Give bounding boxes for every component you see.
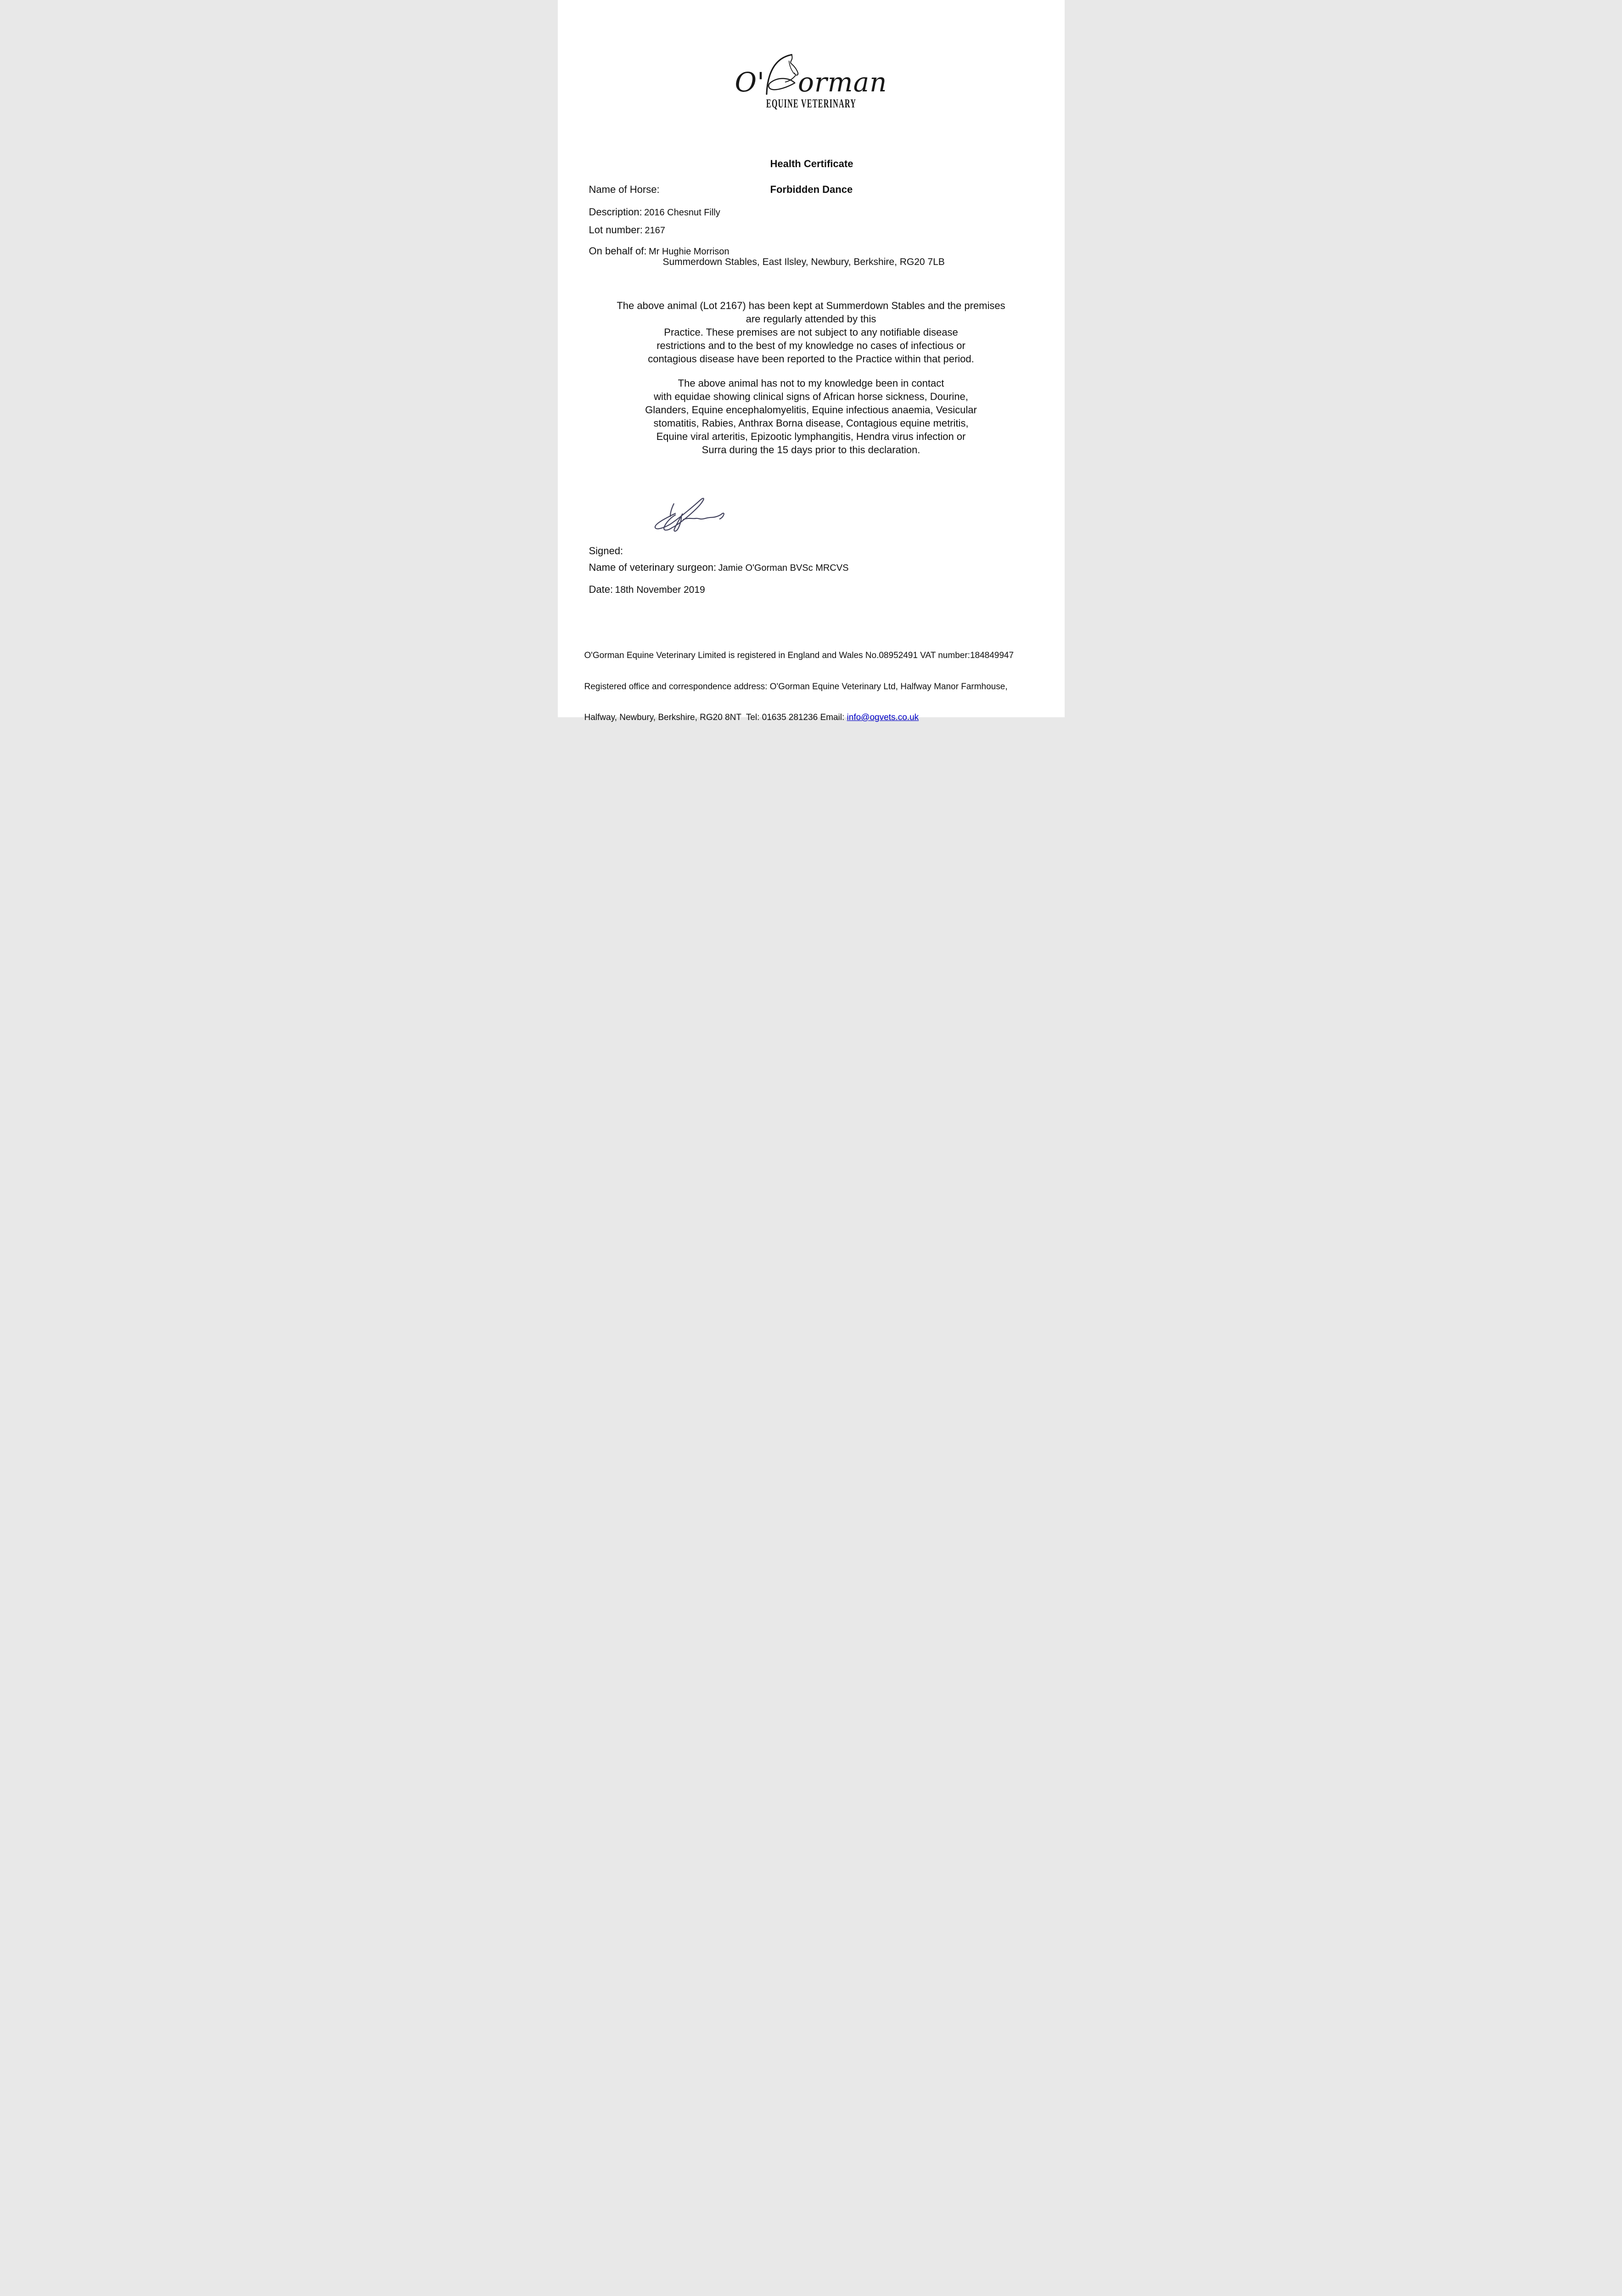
paragraph-line: Surra during the 15 days prior to this declaration. (702, 444, 920, 456)
field-value-horse-name: Forbidden Dance (770, 184, 853, 195)
paragraph-line: are regularly attended by this (746, 313, 876, 325)
footer-line-1: O'Gorman Equine Veterinary Limited is registered in England and Wales No.08952491 VAT number:184849947 (584, 651, 1014, 660)
logo-text-prefix: O' (735, 67, 765, 98)
logo-wordmark (558, 53, 1065, 96)
field-label-description: Description: (589, 206, 642, 218)
field-value-description: 2016 Chesnut Filly (644, 208, 720, 218)
vet-name-label: Name of veterinary surgeon: (589, 562, 717, 573)
paragraph-line: contagious disease have been reported to the Practice within that period. (648, 353, 974, 365)
logo-subtitle: EQUINE VETERINARY (766, 97, 856, 110)
paragraph-line: The above animal has not to my knowledge been in contact (678, 377, 944, 389)
paragraph-line: stomatitis, Rabies, Anthrax Borna disease, Contagious equine metritis, (653, 417, 969, 429)
date-label: Date: (589, 584, 613, 595)
paragraph-line: Glanders, Equine encephalomyelitis, Equine infectious anaemia, Vesicular (645, 404, 977, 416)
footer-line-2: Registered office and correspondence address: O'Gorman Equine Veterinary Ltd, Halfway Manor Farmhouse, (584, 681, 1008, 692)
field-label-lot-number: Lot number: (589, 224, 643, 236)
date-row (589, 584, 705, 596)
declaration-paragraph-2 (558, 377, 1065, 456)
signature-image (645, 495, 726, 534)
signed-label: Signed: (589, 545, 623, 557)
logo (558, 53, 1065, 111)
paragraph-line: Practice. These premises are not subject to any notifiable disease (664, 326, 958, 338)
logo-text-suffix: orman (797, 67, 887, 98)
field-row-description (589, 206, 720, 218)
declaration-paragraph-1 (558, 299, 1065, 366)
horse-head-icon (764, 53, 800, 101)
paragraph-line: with equidae showing clinical signs of African horse sickness, Dourine, (654, 391, 968, 402)
owner-address-line: Summerdown Stables, East Ilsley, Newbury, Berkshire, RG20 7LB (662, 257, 945, 267)
vet-name-row (589, 562, 849, 574)
certificate-page (558, 0, 1065, 722)
vet-name-value: Jamie O'Gorman BVSc MRCVS (718, 563, 849, 573)
paragraph-line: Equine viral arteritis, Epizootic lymphangitis, Hendra virus infection or (656, 431, 966, 442)
field-label-on-behalf-of: On behalf of: (589, 245, 647, 257)
paragraph-line: The above animal (Lot 2167) has been kept at Summerdown Stables and the premises (617, 300, 1005, 311)
footer-line-3-text: Halfway, Newbury, Berkshire, RG20 8NT Tel: 01635 281236 Email: (584, 713, 847, 722)
footer-line-3 (584, 713, 1014, 723)
field-value-lot-number: 2167 (645, 225, 665, 236)
date-value: 18th November 2019 (615, 585, 705, 595)
field-row-on-behalf-of (589, 245, 730, 257)
email-link[interactable]: info@ogvets.co.uk (847, 713, 919, 722)
document-title: Health Certificate (770, 158, 853, 169)
field-row-lot-number (589, 224, 665, 236)
paragraph-line: restrictions and to the best of my knowledge no cases of infectious or (657, 340, 965, 351)
field-value-owner-name: Mr Hughie Morrison (648, 247, 730, 257)
field-label-name-of-horse: Name of Horse: (589, 184, 660, 195)
registration-footer (584, 630, 1014, 744)
